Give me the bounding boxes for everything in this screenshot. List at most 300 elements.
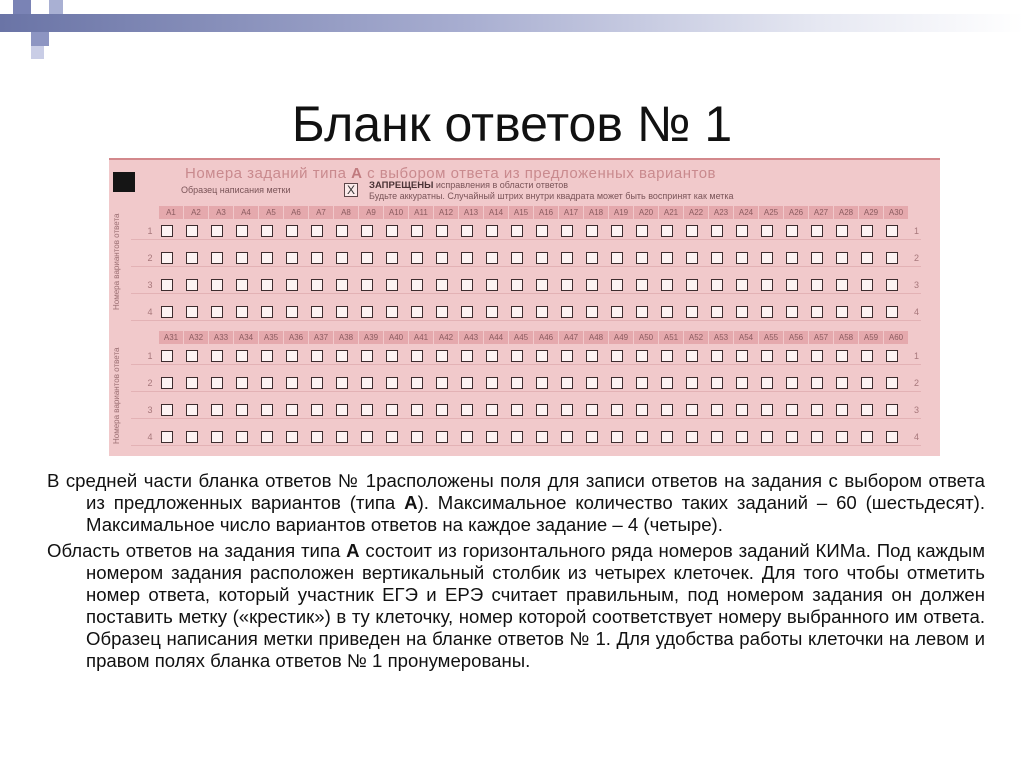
answer-checkbox[interactable] (386, 377, 398, 389)
question-number: A51 (659, 331, 684, 344)
answer-checkbox[interactable] (486, 377, 498, 389)
answer-checkbox[interactable] (511, 279, 523, 291)
answer-checkbox[interactable] (436, 279, 448, 291)
answer-checkbox[interactable] (461, 279, 473, 291)
answer-checkbox[interactable] (886, 377, 898, 389)
answer-checkbox[interactable] (311, 350, 323, 362)
answer-checkbox[interactable] (261, 225, 273, 237)
answer-checkbox[interactable] (336, 404, 348, 416)
answer-checkbox[interactable] (436, 225, 448, 237)
answer-checkbox[interactable] (261, 431, 273, 443)
answer-checkbox[interactable] (736, 350, 748, 362)
answer-checkbox[interactable] (186, 225, 198, 237)
answer-checkbox[interactable] (361, 306, 373, 318)
question-number: A60 (884, 331, 909, 344)
answer-checkbox[interactable] (886, 279, 898, 291)
answer-checkbox[interactable] (886, 350, 898, 362)
answer-checkbox[interactable] (761, 279, 773, 291)
answer-checkbox[interactable] (786, 279, 798, 291)
slide-title: Бланк ответов № 1 (291, 96, 733, 152)
question-number: A17 (559, 206, 584, 219)
answer-cells (161, 377, 911, 389)
answer-checkbox[interactable] (236, 404, 248, 416)
answer-checkbox[interactable] (336, 225, 348, 237)
answer-checkbox[interactable] (611, 431, 623, 443)
answer-checkbox[interactable] (711, 404, 723, 416)
answer-checkbox[interactable] (236, 350, 248, 362)
answer-checkbox[interactable] (886, 225, 898, 237)
answer-checkbox[interactable] (811, 377, 823, 389)
answer-checkbox[interactable] (561, 431, 573, 443)
answer-checkbox[interactable] (361, 252, 373, 264)
answer-checkbox[interactable] (361, 404, 373, 416)
answer-checkbox[interactable] (711, 306, 723, 318)
answer-checkbox[interactable] (411, 252, 423, 264)
answer-checkbox[interactable] (411, 377, 423, 389)
p1-part-a: В средней части бланка ответов № 1расположены поля для записи ответов на задания с выбором ответа из предложенных вариантов (типа (47, 470, 985, 513)
answer-checkbox[interactable] (211, 431, 223, 443)
answer-checkbox[interactable] (786, 225, 798, 237)
answer-checkbox[interactable] (436, 377, 448, 389)
answer-checkbox[interactable] (461, 225, 473, 237)
answer-checkbox[interactable] (511, 225, 523, 237)
answer-checkbox[interactable] (761, 350, 773, 362)
answer-checkbox[interactable] (386, 404, 398, 416)
answer-checkbox[interactable] (686, 350, 698, 362)
answer-checkbox[interactable] (811, 306, 823, 318)
answer-checkbox[interactable] (186, 306, 198, 318)
variant-number-right: 1 (913, 225, 919, 236)
answer-checkbox[interactable] (286, 350, 298, 362)
answer-checkbox[interactable] (886, 404, 898, 416)
answer-checkbox[interactable] (686, 225, 698, 237)
p2-part-c: состоит из горизонтального ряда номеров заданий КИМа. Под каждым номером задания расположен вертикальный столбик из четырех клеточек. Для того чтобы отметить номер ответа, который участник ЕГЭ и ЕРЭ считает правильным, под номером задания он должен поставить метку («крестик») в ту клеточку, номер которой соответствует номеру выбранного им ответа. Образец написания метки приведен на бланке ответов № 1. Для удобства работы клеточки на левом и правом полях бланка ответов № 1 пронумерованы. (86, 540, 985, 671)
answer-checkbox[interactable] (511, 431, 523, 443)
answer-checkbox[interactable] (361, 225, 373, 237)
row-divider (131, 445, 921, 446)
answer-checkbox[interactable] (786, 252, 798, 264)
variant-number-right: 4 (913, 431, 919, 442)
answer-checkbox[interactable] (361, 431, 373, 443)
answer-checkbox[interactable] (861, 431, 873, 443)
answer-checkbox[interactable] (836, 404, 848, 416)
answer-checkbox[interactable] (686, 377, 698, 389)
answer-checkbox[interactable] (461, 350, 473, 362)
answer-checkbox[interactable] (861, 350, 873, 362)
answer-checkbox[interactable] (161, 306, 173, 318)
answer-checkbox[interactable] (636, 306, 648, 318)
answer-checkbox[interactable] (311, 404, 323, 416)
p2-part-a: Область ответов на задания типа (47, 540, 347, 561)
answer-checkbox[interactable] (586, 377, 598, 389)
answer-checkbox[interactable] (436, 404, 448, 416)
answer-checkbox[interactable] (836, 377, 848, 389)
sheet-header-pre: Номера заданий типа (185, 165, 352, 182)
answer-checkbox[interactable] (836, 279, 848, 291)
answer-checkbox[interactable] (586, 404, 598, 416)
answer-checkbox[interactable] (761, 404, 773, 416)
answer-checkbox[interactable] (861, 225, 873, 237)
answer-checkbox[interactable] (561, 225, 573, 237)
answer-checkbox[interactable] (461, 404, 473, 416)
answer-checkbox[interactable] (311, 431, 323, 443)
answer-checkbox[interactable] (211, 225, 223, 237)
answer-checkbox[interactable] (511, 350, 523, 362)
question-number: A44 (484, 331, 509, 344)
variant-number-right: 2 (913, 252, 919, 263)
answer-checkbox[interactable] (586, 306, 598, 318)
answer-checkbox[interactable] (686, 306, 698, 318)
answer-checkbox[interactable] (786, 431, 798, 443)
answer-checkbox[interactable] (161, 377, 173, 389)
question-number: A55 (759, 331, 784, 344)
answer-checkbox[interactable] (286, 279, 298, 291)
answer-checkbox[interactable] (236, 306, 248, 318)
answer-checkbox[interactable] (786, 377, 798, 389)
question-number: A3 (209, 206, 234, 219)
question-number: A50 (634, 331, 659, 344)
answer-checkbox[interactable] (361, 279, 373, 291)
answer-checkbox[interactable] (411, 225, 423, 237)
question-number: A42 (434, 331, 459, 344)
answer-checkbox[interactable] (236, 279, 248, 291)
answer-checkbox[interactable] (411, 404, 423, 416)
answer-checkbox[interactable] (611, 350, 623, 362)
answer-checkbox[interactable] (861, 377, 873, 389)
answer-checkbox[interactable] (536, 225, 548, 237)
answer-checkbox[interactable] (761, 377, 773, 389)
answer-checkbox[interactable] (736, 404, 748, 416)
answer-checkbox[interactable] (261, 404, 273, 416)
answer-checkbox[interactable] (536, 279, 548, 291)
answer-checkbox[interactable] (736, 252, 748, 264)
answer-checkbox[interactable] (661, 252, 673, 264)
answer-checkbox[interactable] (636, 225, 648, 237)
variant-number-left: 3 (147, 279, 153, 290)
answer-checkbox[interactable] (586, 350, 598, 362)
answer-checkbox[interactable] (286, 404, 298, 416)
answer-checkbox[interactable] (636, 279, 648, 291)
answer-checkbox[interactable] (386, 225, 398, 237)
question-number: A28 (834, 206, 859, 219)
question-number: A14 (484, 206, 509, 219)
answer-checkbox[interactable] (586, 225, 598, 237)
answer-checkbox[interactable] (386, 306, 398, 318)
answer-checkbox[interactable] (811, 252, 823, 264)
answer-checkbox[interactable] (161, 431, 173, 443)
answer-checkbox[interactable] (411, 306, 423, 318)
answer-checkbox[interactable] (486, 431, 498, 443)
answer-checkbox[interactable] (186, 404, 198, 416)
answer-checkbox[interactable] (761, 306, 773, 318)
answer-checkbox[interactable] (711, 377, 723, 389)
question-number: A43 (459, 331, 484, 344)
answer-checkbox[interactable] (836, 431, 848, 443)
answer-checkbox[interactable] (286, 431, 298, 443)
answer-checkbox[interactable] (386, 279, 398, 291)
answer-checkbox[interactable] (711, 279, 723, 291)
answer-checkbox[interactable] (761, 225, 773, 237)
answer-checkbox[interactable] (686, 279, 698, 291)
answer-checkbox[interactable] (236, 252, 248, 264)
answer-checkbox[interactable] (636, 404, 648, 416)
answer-checkbox[interactable] (211, 350, 223, 362)
answer-checkbox[interactable] (461, 306, 473, 318)
answer-checkbox[interactable] (786, 350, 798, 362)
answer-checkbox[interactable] (836, 225, 848, 237)
answer-checkbox[interactable] (811, 225, 823, 237)
question-number: A21 (659, 206, 684, 219)
answer-checkbox[interactable] (161, 279, 173, 291)
answer-checkbox[interactable] (161, 225, 173, 237)
answer-checkbox[interactable] (561, 252, 573, 264)
answer-checkbox[interactable] (636, 350, 648, 362)
answer-checkbox[interactable] (336, 306, 348, 318)
answer-cells (161, 350, 911, 362)
answer-cells (161, 252, 911, 264)
answer-checkbox[interactable] (536, 431, 548, 443)
paragraph-1 (47, 470, 985, 536)
answer-checkbox[interactable] (186, 377, 198, 389)
question-number: A6 (284, 206, 309, 219)
answer-checkbox[interactable] (586, 252, 598, 264)
question-number: A26 (784, 206, 809, 219)
variant-number-left: 2 (147, 252, 153, 263)
answer-checkbox[interactable] (186, 279, 198, 291)
answer-cells (161, 404, 911, 416)
answer-checkbox[interactable] (836, 350, 848, 362)
answer-checkbox[interactable] (286, 225, 298, 237)
answer-checkbox[interactable] (411, 279, 423, 291)
answer-checkbox[interactable] (611, 252, 623, 264)
question-number: A27 (809, 206, 834, 219)
answer-checkbox[interactable] (336, 431, 348, 443)
answer-checkbox[interactable] (186, 350, 198, 362)
answer-checkbox[interactable] (411, 431, 423, 443)
answer-checkbox[interactable] (761, 252, 773, 264)
answer-checkbox[interactable] (786, 306, 798, 318)
answer-checkbox[interactable] (161, 252, 173, 264)
answer-checkbox[interactable] (211, 377, 223, 389)
answer-checkbox[interactable] (661, 431, 673, 443)
answer-checkbox[interactable] (436, 306, 448, 318)
answer-checkbox[interactable] (211, 279, 223, 291)
answer-checkbox[interactable] (611, 306, 623, 318)
answer-checkbox[interactable] (636, 252, 648, 264)
answer-checkbox[interactable] (561, 404, 573, 416)
p1-part-c: ). Максимальное количество таких заданий – 60 (шестьдесят). Максимальное число вариантов ответов на каждое задание – 4 (четыре). (86, 492, 985, 535)
answer-checkbox[interactable] (611, 377, 623, 389)
answer-checkbox[interactable] (386, 350, 398, 362)
answer-checkbox[interactable] (511, 377, 523, 389)
answer-checkbox[interactable] (561, 377, 573, 389)
variant-number-left: 2 (147, 377, 153, 388)
answer-checkbox[interactable] (836, 252, 848, 264)
answer-row-1 (139, 223, 929, 238)
answer-checkbox[interactable] (561, 306, 573, 318)
answer-checkbox[interactable] (261, 306, 273, 318)
answer-checkbox[interactable] (761, 431, 773, 443)
answer-checkbox[interactable] (586, 431, 598, 443)
question-number: A8 (334, 206, 359, 219)
question-number: A11 (409, 206, 434, 219)
answer-checkbox[interactable] (786, 404, 798, 416)
question-number: A23 (709, 206, 734, 219)
answer-checkbox[interactable] (311, 377, 323, 389)
variant-number-left: 4 (147, 306, 153, 317)
answer-checkbox[interactable] (586, 279, 598, 291)
answer-checkbox[interactable] (736, 377, 748, 389)
answer-checkbox[interactable] (211, 252, 223, 264)
answer-checkbox[interactable] (661, 404, 673, 416)
answer-checkbox[interactable] (486, 404, 498, 416)
answer-checkbox[interactable] (336, 252, 348, 264)
answer-checkbox[interactable] (686, 252, 698, 264)
answer-checkbox[interactable] (511, 252, 523, 264)
answer-checkbox[interactable] (811, 279, 823, 291)
answer-checkbox[interactable] (436, 350, 448, 362)
question-number: A5 (259, 206, 284, 219)
question-number: A16 (534, 206, 559, 219)
answer-checkbox[interactable] (361, 350, 373, 362)
answer-checkbox[interactable] (886, 306, 898, 318)
forbidden-notice (369, 180, 734, 201)
variant-number-right: 4 (913, 306, 919, 317)
answer-checkbox[interactable] (386, 252, 398, 264)
answer-checkbox[interactable] (811, 431, 823, 443)
answer-checkbox[interactable] (736, 279, 748, 291)
answer-checkbox[interactable] (661, 350, 673, 362)
answer-checkbox[interactable] (286, 377, 298, 389)
question-number: A45 (509, 331, 534, 344)
variant-number-right: 1 (913, 350, 919, 361)
answer-checkbox[interactable] (161, 404, 173, 416)
answer-checkbox[interactable] (736, 431, 748, 443)
answer-checkbox[interactable] (536, 306, 548, 318)
answer-sheet-image (109, 158, 940, 456)
answer-checkbox[interactable] (611, 404, 623, 416)
answer-checkbox[interactable] (436, 252, 448, 264)
answer-checkbox[interactable] (336, 377, 348, 389)
answer-checkbox[interactable] (861, 252, 873, 264)
answer-checkbox[interactable] (286, 306, 298, 318)
answer-checkbox[interactable] (336, 279, 348, 291)
alignment-marker (113, 172, 135, 192)
answer-checkbox[interactable] (186, 431, 198, 443)
answer-checkbox[interactable] (736, 225, 748, 237)
answer-checkbox[interactable] (736, 306, 748, 318)
answer-checkbox[interactable] (411, 350, 423, 362)
answer-checkbox[interactable] (661, 225, 673, 237)
answer-checkbox[interactable] (311, 279, 323, 291)
answer-checkbox[interactable] (711, 431, 723, 443)
answer-checkbox[interactable] (486, 350, 498, 362)
answer-checkbox[interactable] (486, 279, 498, 291)
answer-checkbox[interactable] (261, 377, 273, 389)
answer-checkbox[interactable] (161, 350, 173, 362)
answer-checkbox[interactable] (336, 350, 348, 362)
answer-checkbox[interactable] (186, 252, 198, 264)
answer-checkbox[interactable] (236, 377, 248, 389)
answer-checkbox[interactable] (861, 404, 873, 416)
answer-checkbox[interactable] (636, 377, 648, 389)
answer-checkbox[interactable] (461, 377, 473, 389)
answer-checkbox[interactable] (486, 225, 498, 237)
question-number: A41 (409, 331, 434, 344)
forbidden-line1: исправления в области ответов (433, 180, 569, 190)
answer-checkbox[interactable] (711, 252, 723, 264)
deco-square (31, 46, 44, 59)
answer-checkbox[interactable] (811, 404, 823, 416)
answer-checkbox[interactable] (536, 350, 548, 362)
answer-checkbox[interactable] (236, 431, 248, 443)
answer-checkbox[interactable] (386, 431, 398, 443)
answer-checkbox[interactable] (461, 431, 473, 443)
answer-checkbox[interactable] (611, 225, 623, 237)
answer-checkbox[interactable] (886, 431, 898, 443)
answer-checkbox[interactable] (311, 306, 323, 318)
answer-checkbox[interactable] (361, 377, 373, 389)
answer-row-2 (139, 375, 929, 390)
answer-checkbox[interactable] (511, 404, 523, 416)
answer-checkbox[interactable] (211, 306, 223, 318)
block1-question-numbers (159, 206, 909, 220)
answer-checkbox[interactable] (261, 350, 273, 362)
answer-checkbox[interactable] (561, 350, 573, 362)
answer-checkbox[interactable] (661, 377, 673, 389)
answer-checkbox[interactable] (861, 279, 873, 291)
answer-checkbox[interactable] (211, 404, 223, 416)
answer-checkbox[interactable] (486, 306, 498, 318)
answer-checkbox[interactable] (686, 431, 698, 443)
forbidden-title: ЗАПРЕЩЕНЫ (369, 180, 434, 191)
answer-checkbox[interactable] (861, 306, 873, 318)
answer-checkbox[interactable] (661, 279, 673, 291)
row-divider (131, 266, 921, 267)
answer-checkbox[interactable] (661, 306, 673, 318)
answer-checkbox[interactable] (461, 252, 473, 264)
answer-checkbox[interactable] (436, 431, 448, 443)
answer-checkbox[interactable] (511, 306, 523, 318)
question-number: A34 (234, 331, 259, 344)
answer-checkbox[interactable] (711, 225, 723, 237)
question-number: A12 (434, 206, 459, 219)
answer-checkbox[interactable] (636, 431, 648, 443)
answer-checkbox[interactable] (711, 350, 723, 362)
question-number: A32 (184, 331, 209, 344)
answer-checkbox[interactable] (536, 404, 548, 416)
block2-question-numbers (159, 331, 909, 345)
answer-checkbox[interactable] (286, 252, 298, 264)
answer-checkbox[interactable] (886, 252, 898, 264)
answer-checkbox[interactable] (536, 252, 548, 264)
answer-checkbox[interactable] (686, 404, 698, 416)
answer-checkbox[interactable] (536, 377, 548, 389)
answer-checkbox[interactable] (611, 279, 623, 291)
answer-checkbox[interactable] (261, 279, 273, 291)
variant-number-left: 3 (147, 404, 153, 415)
answer-checkbox[interactable] (811, 350, 823, 362)
answer-checkbox[interactable] (486, 252, 498, 264)
sheet-header-post: с выбором ответа из предложенных вариантов (362, 165, 717, 182)
answer-checkbox[interactable] (311, 252, 323, 264)
answer-checkbox[interactable] (561, 279, 573, 291)
answer-checkbox[interactable] (311, 225, 323, 237)
side-label-block1: Номера вариантов ответа (112, 213, 121, 310)
answer-checkbox[interactable] (236, 225, 248, 237)
answer-checkbox[interactable] (261, 252, 273, 264)
answer-checkbox[interactable] (836, 306, 848, 318)
